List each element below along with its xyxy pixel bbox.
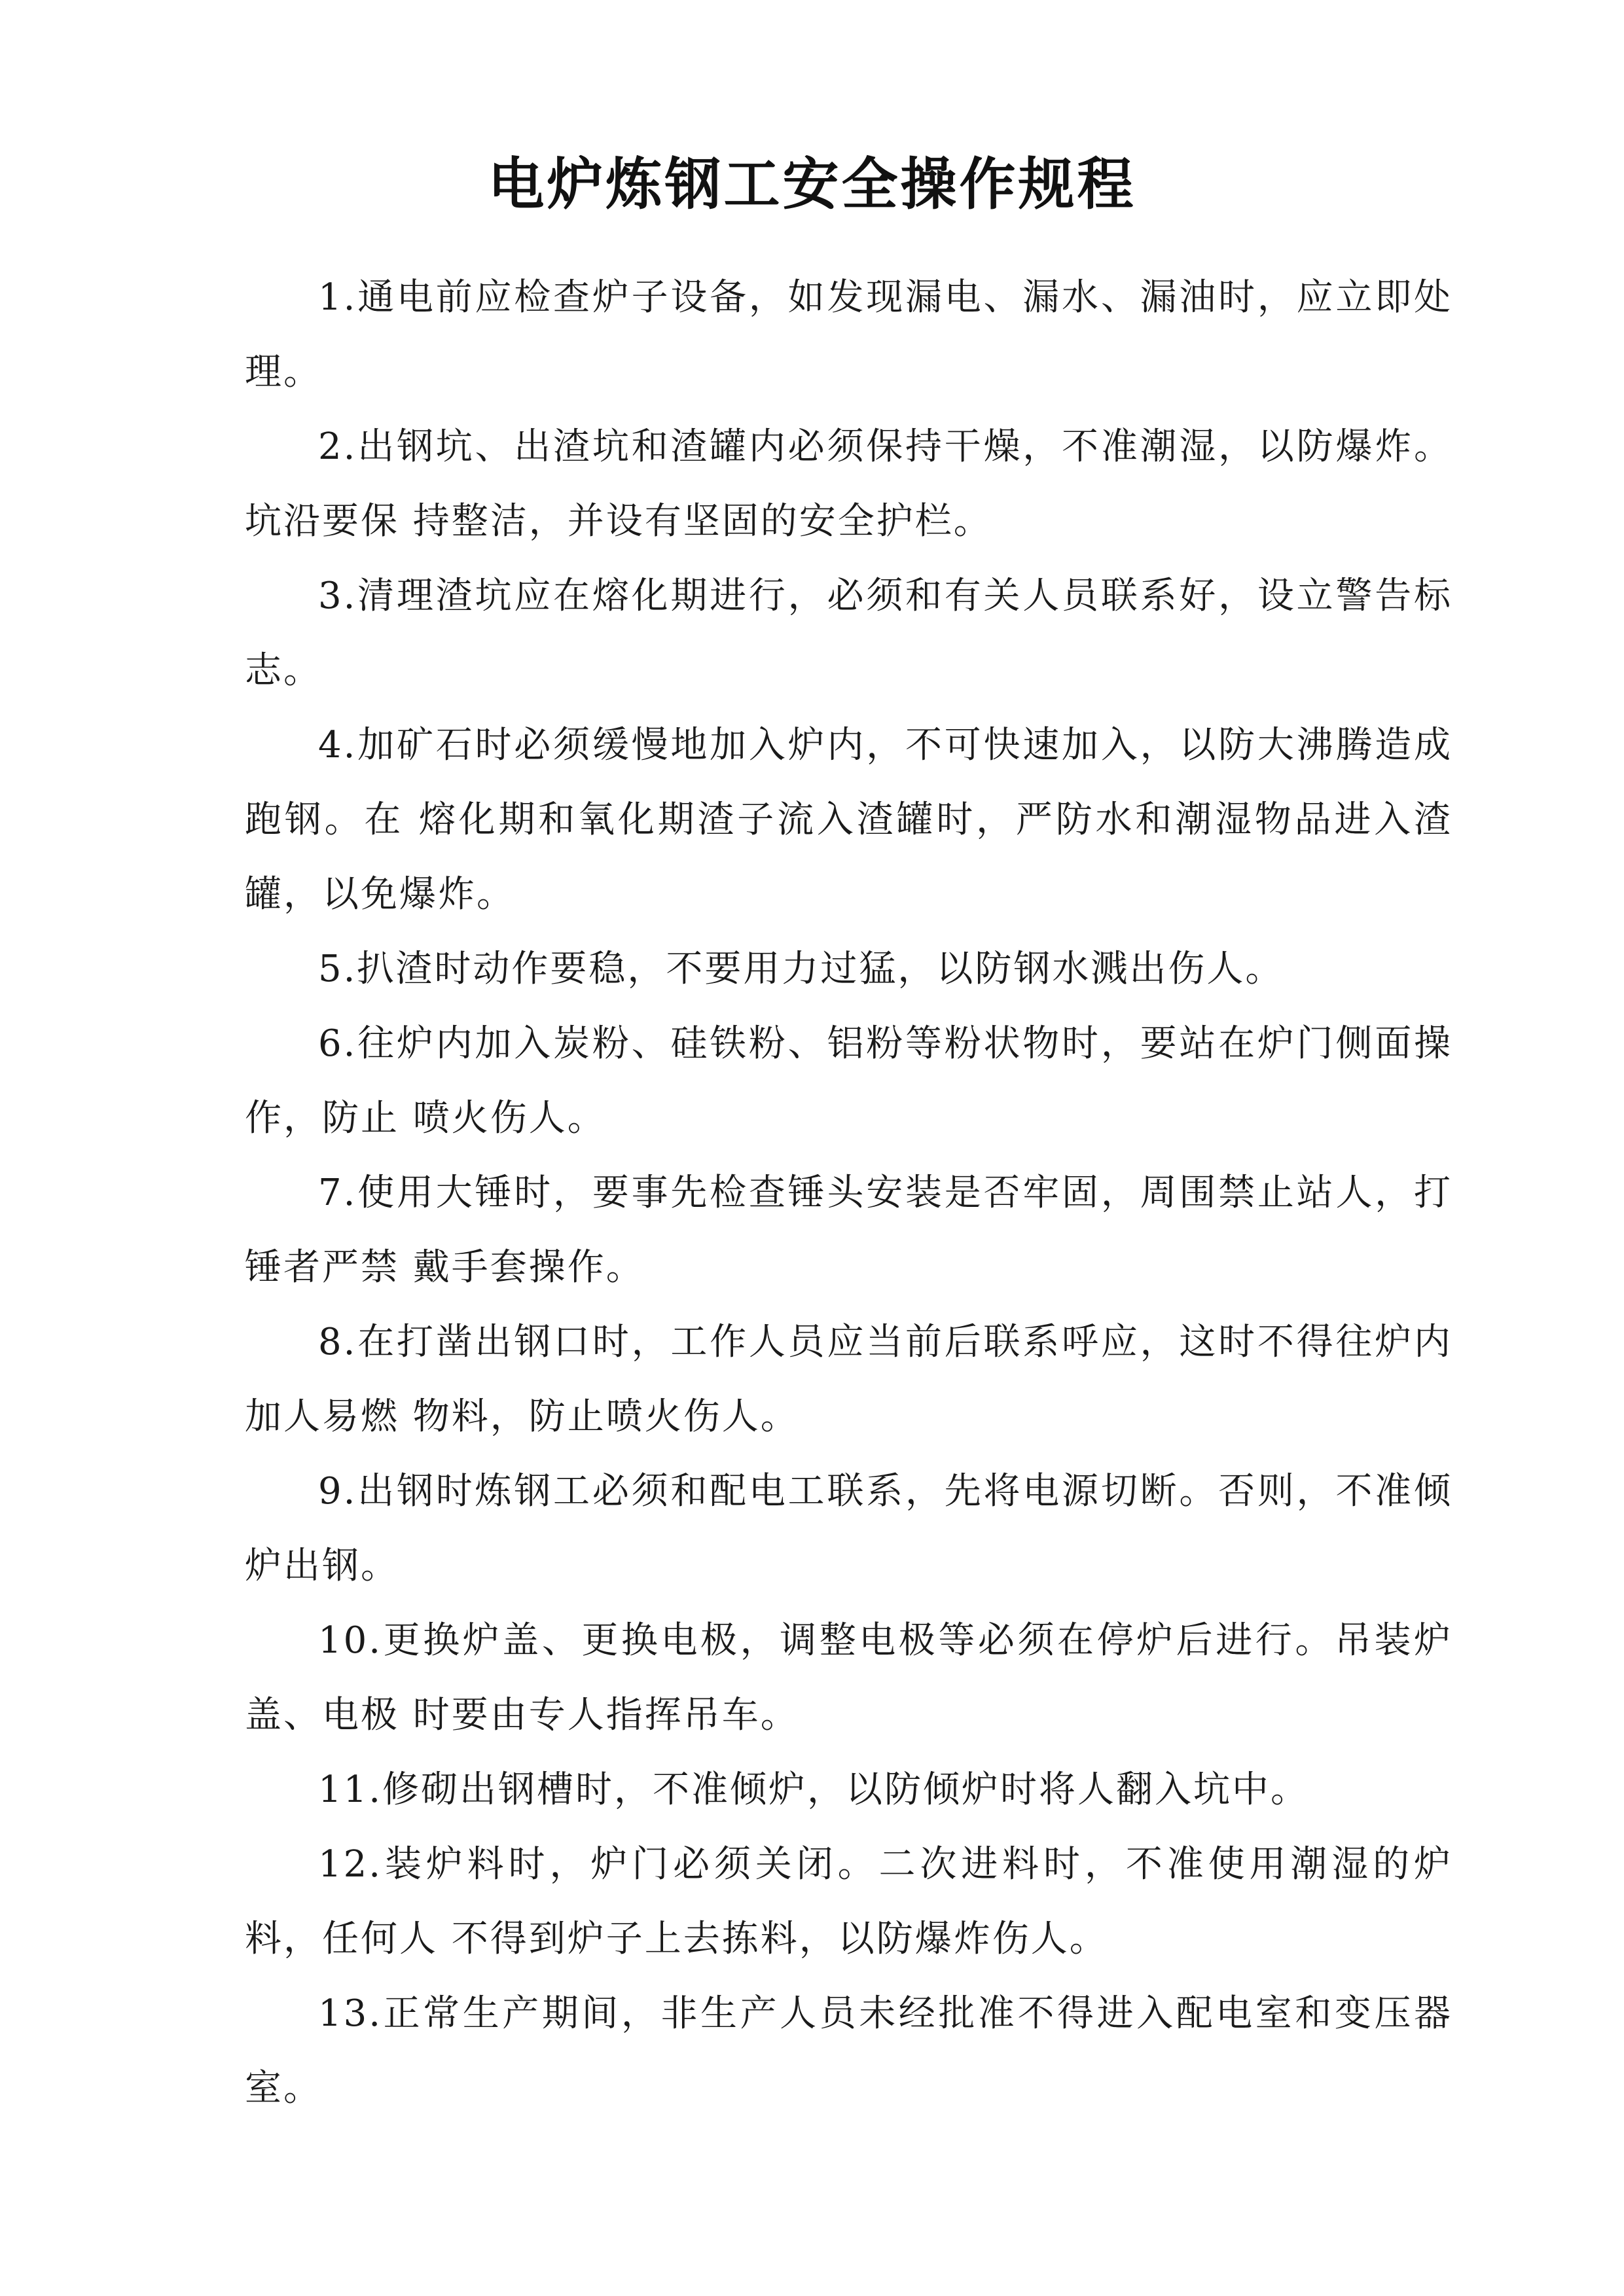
rule-item-1: 1.通电前应检查炉子设备，如发现漏电、漏水、漏油时，应立即处理。	[245, 276, 1453, 393]
rule-item-12: 12.装炉料时，炉门必须关闭。二次进料时，不准使用潮湿的炉料，任何人 不得到炉子上去拣料，以防爆炸伤人。	[245, 1843, 1453, 1960]
rule-item-7: 7.使用大锤时，要事先检查锤头安装是否牢固，周围禁止站人，打锤者严禁 戴手套操作。	[245, 1172, 1453, 1289]
rule-item-2: 2.出钢坑、出渣坑和渣罐内必须保持干燥，不准潮湿，以防爆炸。坑沿要保 持整洁，并设有坚固的安全护栏。	[245, 425, 1453, 543]
document-title: 电炉炼钢工安全操作规程	[488, 151, 1136, 217]
rule-item-6: 6.往炉内加入炭粉、硅铁粉、铝粉等粉状物时，要站在炉门侧面操作，防止 喷火伤人。	[245, 1022, 1453, 1139]
document-body	[245, 260, 1453, 2126]
rule-item-10: 10.更换炉盖、更换电极，调整电极等必须在停炉后进行。吊装炉盖、电极 时要由专人指挥吊车。	[245, 1619, 1453, 1736]
rule-item-8: 8.在打凿出钢口时，工作人员应当前后联系呼应，这时不得往炉内加人易燃 物料，防止喷火伤人。	[245, 1321, 1453, 1438]
rule-item-9: 9.出钢时炼钢工必须和配电工联系，先将电源切断。否则，不准倾炉出钢。	[245, 1470, 1453, 1587]
rule-item-5: 5.扒渣时动作要稳，不要用力过猛，以防钢水溅出伤人。	[318, 948, 1284, 990]
rule-item-4: 4.加矿石时必须缓慢地加入炉内，不可快速加入，以防大沸腾造成跑钢。在 熔化期和氧化期渣子流入渣罐时，严防水和潮湿物品进入渣罐，以免爆炸。	[245, 724, 1453, 916]
rule-item-3: 3.清理渣坑应在熔化期进行，必须和有关人员联系好，设立警告标志。	[245, 575, 1453, 692]
rule-item-13: 13.正常生产期间，非生产人员未经批准不得进入配电室和变压器室。	[245, 1992, 1453, 2109]
rule-item-11: 11.修砌出钢槽时，不准倾炉，以防倾炉时将人翻入坑中。	[318, 1768, 1310, 1811]
